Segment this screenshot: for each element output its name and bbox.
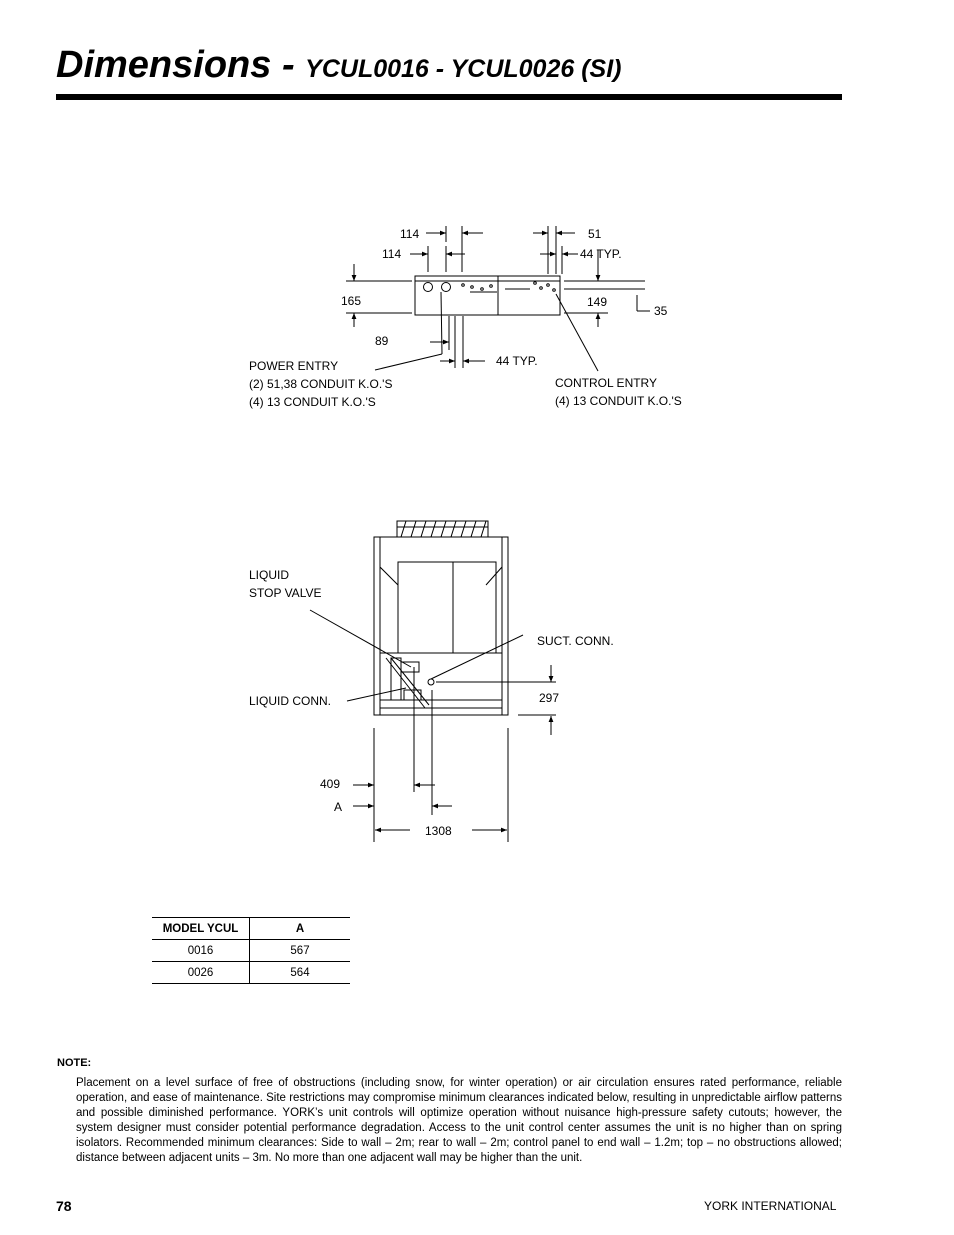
dim-114-upper: 114 [400, 227, 420, 241]
dim-409: 409 [320, 777, 341, 791]
control-entry-label [555, 374, 682, 410]
dim-114-lower: 114 [382, 247, 402, 261]
model-dimension-table [152, 917, 350, 984]
footer-company: YORK INTERNATIONAL [704, 1199, 837, 1213]
model-cell: 0016 [152, 940, 250, 962]
side-view-unit [310, 521, 523, 715]
table-row [152, 962, 350, 984]
dim-297: 297 [539, 691, 560, 705]
column-header-a: A [250, 918, 351, 940]
table-row [152, 940, 350, 962]
dim-51: 51 [588, 227, 602, 241]
a-value-cell: 567 [250, 940, 351, 962]
column-header-model: MODEL YCUL [152, 918, 250, 940]
dim-1308: 1308 [425, 824, 452, 838]
suct-conn-label: SUCT. CONN. [537, 634, 614, 648]
page-number: 78 [56, 1198, 72, 1214]
power-entry-label [249, 357, 392, 411]
dim-44-typ-top: 44 TYP. [580, 247, 622, 261]
dim-44-typ-bottom: 44 TYP. [496, 354, 538, 368]
page-title-model: YCUL0016 - YCUL0026 (SI) [305, 55, 622, 83]
liquid-stop-valve-label [249, 566, 321, 602]
note-heading: NOTE: [57, 1057, 92, 1069]
dim-149: 149 [587, 295, 608, 309]
note-body: Placement on a level surface of free of obstructions (including snow, for winter operation) or air circulation ensures rated performance, reliable operation, and ease of maintenance. Site restrictions may compromise minimum clearances indicated below, resulting in unpredictable airflow patterns and possible diminished performance. YORK’s unit controls will optimize operation without nuisance high-pressure safety cutouts; however, the system designer must consider potential performance degradation. Access to the unit control center assumes the unit is no higher than on spring isolators. Recommended minimum clearances: Side to wall – 2m; rear to wall – 2m; control panel to end wall – 1.2m; top – no obstructions allowed; distance between adjacent units – 3m. No more than one adjacent wall may be higher than the unit. [76, 1077, 842, 1164]
dim-35: 35 [654, 304, 668, 318]
table-header-row [152, 918, 350, 940]
dim-a: A [334, 800, 343, 814]
dim-89: 89 [375, 334, 389, 348]
model-cell: 0026 [152, 962, 250, 984]
liquid-stop-valve-line: STOP VALVE [249, 586, 322, 600]
a-value-cell: 564 [250, 962, 351, 984]
top-view-panel [415, 276, 560, 315]
liquid-stop-valve-line: LIQUID [249, 568, 290, 582]
dim-165: 165 [341, 294, 362, 308]
power-entry-line: POWER ENTRY [249, 359, 339, 373]
power-entry-line: (2) 51,38 CONDUIT K.O.'S [249, 377, 393, 391]
power-entry-line: (4) 13 CONDUIT K.O.'S [249, 395, 376, 409]
control-entry-line: (4) 13 CONDUIT K.O.'S [555, 394, 682, 408]
liquid-conn-label: LIQUID CONN. [249, 694, 332, 708]
control-entry-line: CONTROL ENTRY [555, 376, 658, 390]
page-title-main: Dimensions - [56, 44, 306, 86]
